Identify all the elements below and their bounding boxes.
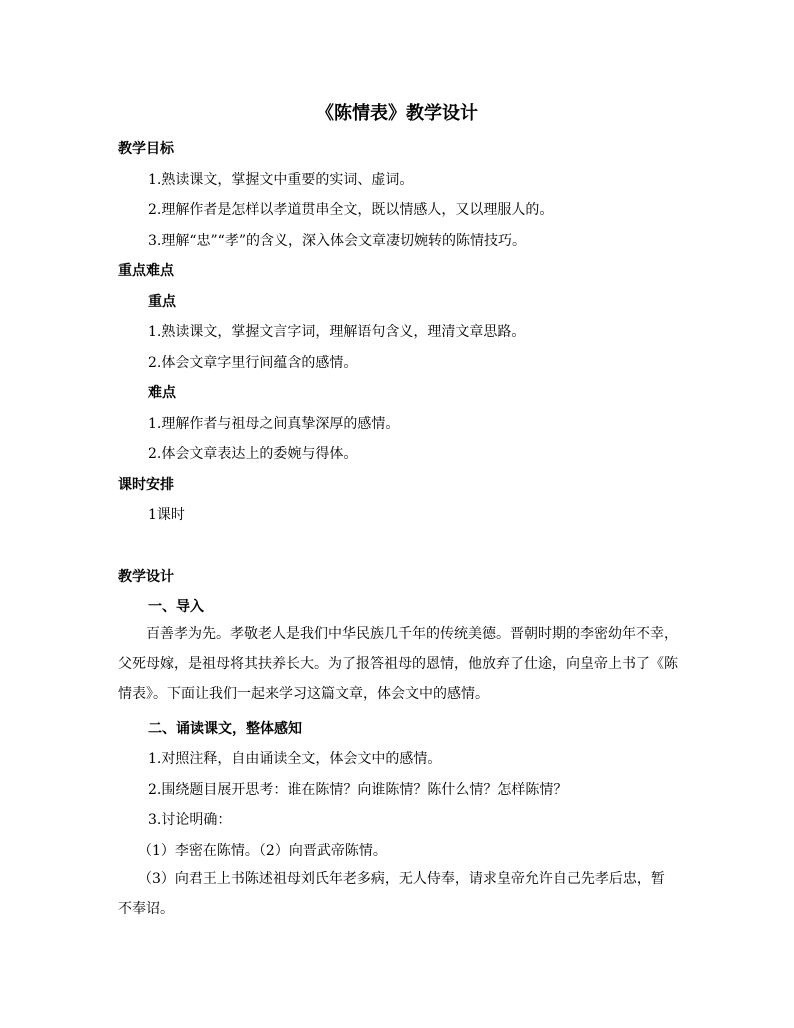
key-item-2: 2.体会文章字里行间蕴含的感情。 bbox=[148, 355, 358, 371]
key-label: 重点 bbox=[148, 294, 176, 310]
goal-item-3: 3.理解“忠”“孝”的含义，深入体会文章凄切婉转的陈情技巧。 bbox=[148, 233, 526, 249]
section1-heading: 一、导入 bbox=[148, 599, 204, 615]
section2-answer-1: （1）李密在陈情。（2）向晋武帝陈情。 bbox=[138, 843, 387, 859]
section2-answer-3: （3）向君王上书陈述祖母刘氏年老多病，无人侍奉，请求皇帝允许自己先孝后忠，暂不奉诏。 bbox=[118, 871, 665, 917]
section1-paragraph: 百善孝为先。孝敬老人是我们中华民族几千年的传统美德。晋朝时期的李密幼年不幸，父死母嫁，是祖母将其扶养长大。为了报答祖母的恩情，他放弃了仕途，向皇帝上书了《陈情表》。下面让我们一起来学习这篇文章，体会文中的感情。 bbox=[118, 626, 678, 702]
section2-item-3: 3.讨论明确： bbox=[148, 812, 232, 828]
section2-item-1: 1.对照注释，自由诵读全文，体会文中的感情。 bbox=[148, 751, 442, 767]
goals-heading: 教学目标 bbox=[118, 141, 174, 157]
goal-item-2: 2.理解作者是怎样以孝道贯串全文，既以情感人，又以理服人的。 bbox=[148, 202, 554, 218]
design-heading: 教学设计 bbox=[118, 569, 174, 585]
difficult-item-2: 2.体会文章表达上的委婉与得体。 bbox=[148, 446, 358, 462]
key-item-1: 1.熟读课文，掌握文言字词，理解语句含义，理清文章思路。 bbox=[148, 324, 526, 340]
keypoints-heading: 重点难点 bbox=[118, 263, 174, 279]
document-title: 《陈情表》教学设计 bbox=[316, 103, 478, 124]
section2-heading: 二、诵读课文，整体感知 bbox=[148, 721, 302, 737]
section2-item-2: 2.围绕题目展开思考：谁在陈情？向谁陈情？陈什么情？怎样陈情？ bbox=[148, 782, 568, 798]
difficult-item-1: 1.理解作者与祖母之间真挚深厚的感情。 bbox=[148, 416, 400, 432]
goal-item-1: 1.熟读课文，掌握文中重要的实词、虚词。 bbox=[148, 172, 414, 188]
schedule-heading: 课时安排 bbox=[118, 477, 174, 493]
schedule-value: 1课时 bbox=[148, 507, 185, 523]
difficult-label: 难点 bbox=[148, 385, 176, 401]
